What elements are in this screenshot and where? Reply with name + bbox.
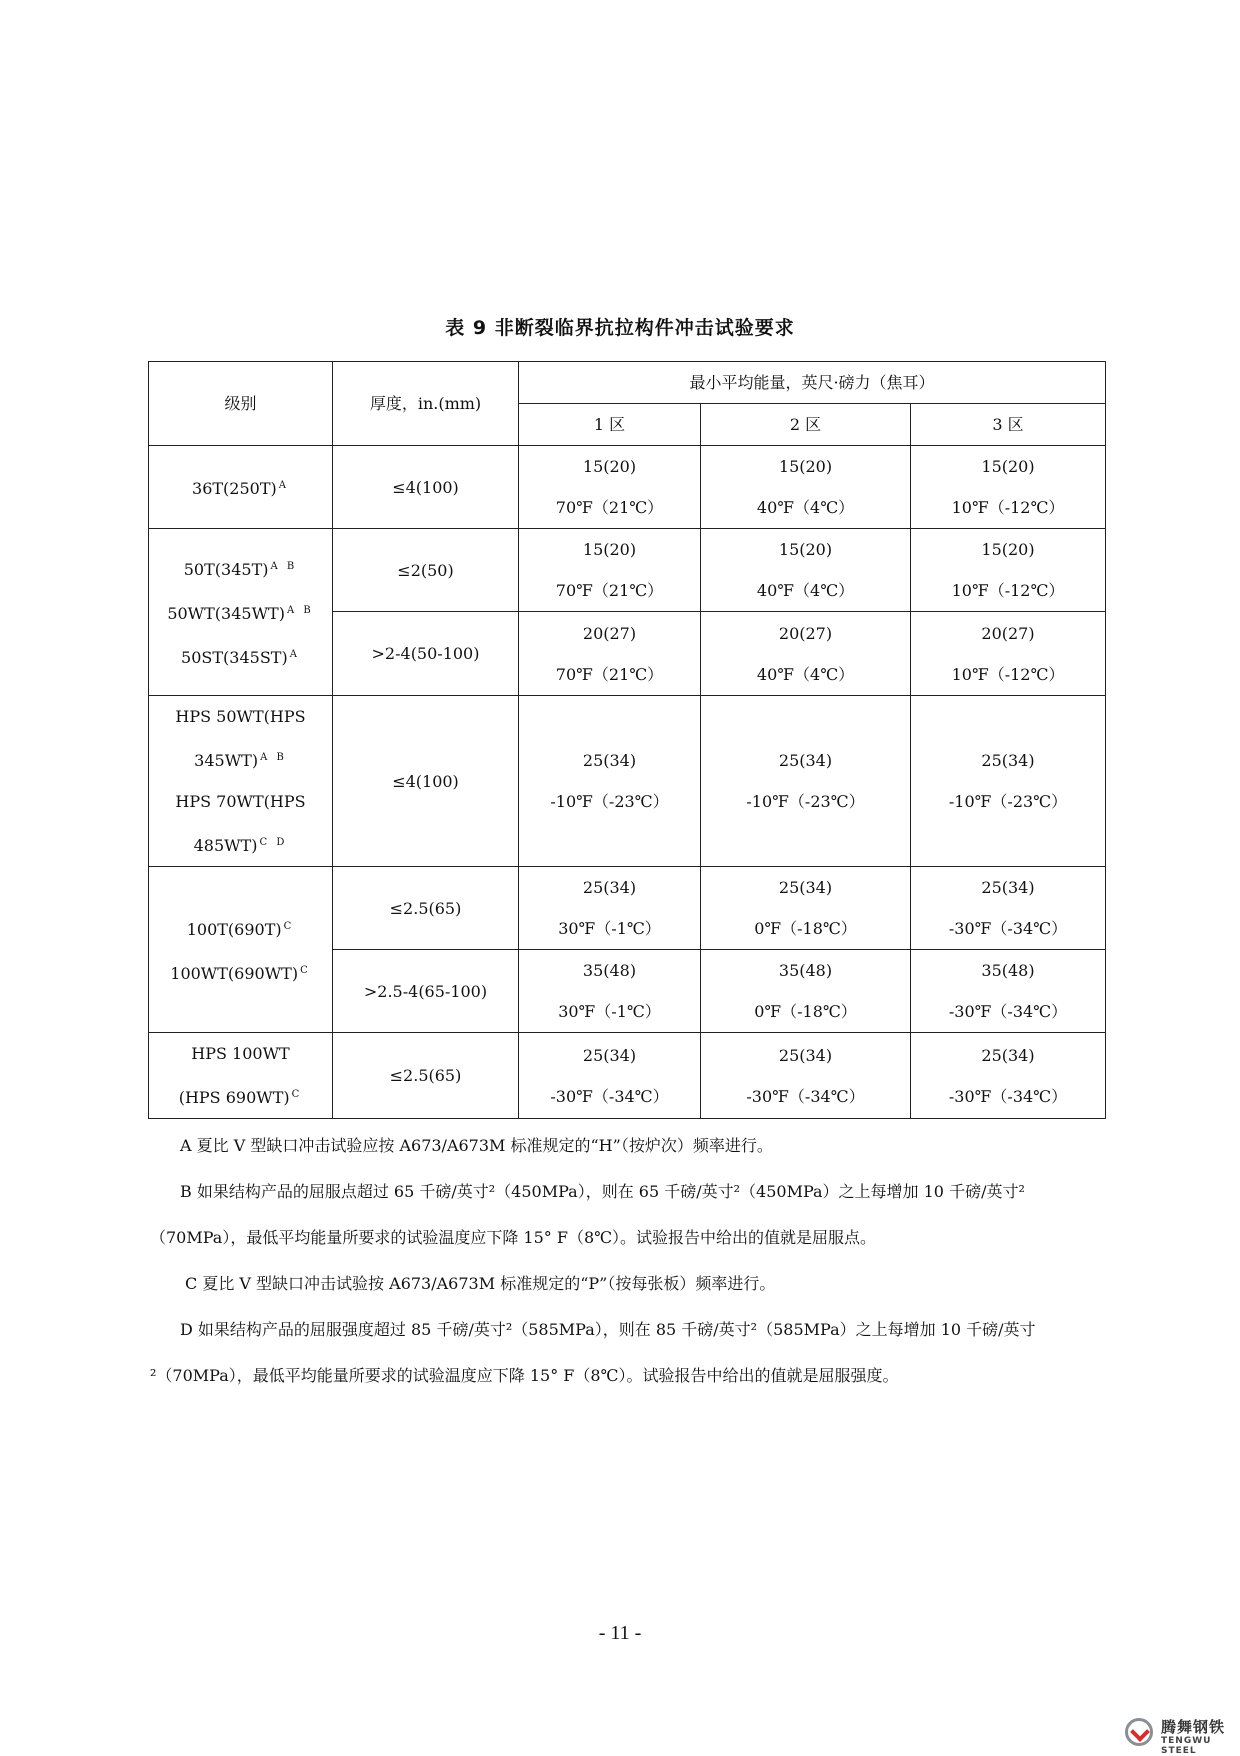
test-temperature: 40℉（4℃） xyxy=(756,664,855,684)
grade-label: 485WT) xyxy=(193,836,258,855)
energy-value: 35(48) xyxy=(582,961,637,980)
test-temperature: 70℉（21℃） xyxy=(555,498,664,517)
energy-value: 25(34) xyxy=(582,751,637,770)
energy-cell-z3 xyxy=(911,612,1106,696)
test-temperature: 40℉（4℃） xyxy=(756,498,855,517)
test-temperature: -10℉（-23℃） xyxy=(550,792,669,811)
grade-label: (HPS 690WT) xyxy=(178,1088,290,1107)
energy-cell-z2 xyxy=(701,696,911,867)
energy-value: 20(27) xyxy=(981,623,1035,643)
footnote-marker: A xyxy=(278,480,289,491)
energy-cell-z2 xyxy=(701,529,911,612)
energy-cell-z1 xyxy=(519,612,701,696)
energy-cell-z1 xyxy=(519,1033,701,1119)
header-zone3: 3 区 xyxy=(911,404,1106,446)
test-temperature: -10℉（-23℃） xyxy=(948,792,1068,811)
table-row xyxy=(149,696,1106,867)
grade-label: 50WT(345WT) xyxy=(167,604,285,623)
company-logo xyxy=(1125,1716,1235,1756)
table-title: 表 9 非断裂临界抗拉构件冲击试验要求 xyxy=(445,317,795,339)
test-temperature: 70℉（21℃） xyxy=(555,664,664,684)
header-grade: 级别 xyxy=(149,362,333,446)
test-temperature: -30℉（-34℃） xyxy=(746,1086,865,1106)
thickness-cell: ≤4(100) xyxy=(333,446,519,529)
energy-value: 15(20) xyxy=(778,457,833,476)
energy-cell-z3 xyxy=(911,529,1106,612)
energy-value: 25(34) xyxy=(981,751,1035,770)
grade-label: 36T(250T) xyxy=(192,479,277,498)
test-temperature: 30℉（-1℃） xyxy=(558,919,661,938)
energy-value: 15(20) xyxy=(582,540,637,559)
thickness-cell: ≤2.5(65) xyxy=(333,1033,519,1119)
energy-value: 20(27) xyxy=(582,623,637,643)
footnote-a: A 夏比 V 型缺口冲击试验应按 A673/A673M 标准规定的“H”（按炉次）频率进行。 xyxy=(180,1136,773,1155)
energy-cell-z3 xyxy=(911,696,1106,867)
energy-value: 15(20) xyxy=(582,457,637,476)
test-temperature: 70℉（21℃） xyxy=(555,581,664,600)
footnote-marker: A B xyxy=(270,561,298,572)
energy-value: 25(34) xyxy=(981,878,1035,897)
energy-cell-z3 xyxy=(911,446,1106,529)
logo-mark-icon xyxy=(1125,1718,1153,1746)
thickness-cell: >2.5-4(65-100) xyxy=(333,950,519,1033)
energy-cell-z2 xyxy=(701,446,911,529)
grade-label: 50ST(345ST) xyxy=(181,648,288,667)
footnote-marker: C xyxy=(291,1089,303,1100)
test-temperature: 10℉（-12℃） xyxy=(951,664,1065,684)
energy-cell-z1 xyxy=(519,867,701,950)
footnote-marker: C xyxy=(300,964,311,976)
grade-label: HPS 100WT xyxy=(191,1044,290,1063)
test-temperature: -30℉（-34℃） xyxy=(550,1086,669,1106)
energy-cell-z2 xyxy=(701,950,911,1033)
footnote-marker: A B xyxy=(260,752,287,763)
grade-label: HPS 70WT(HPS xyxy=(175,792,306,811)
table-row xyxy=(149,446,1106,529)
table-row xyxy=(149,529,1106,612)
footnote-b: B 如果结构产品的屈服点超过 65 千磅/英寸²（450MPa），则在 65 千磅/英寸²（450MPa）之上每增加 10 千磅/英寸² （70MPa），最低平均能量所要求的试验温度应下降 15° F（8℃）。试验报告中给出的值就是屈服点。 xyxy=(150,1182,1025,1247)
footnote-d: D 如果结构产品的屈服强度超过 85 千磅/英寸²（585MPa），则在 85 千磅/英寸²（585MPa）之上每增加 10 千磅/英寸 ²（70MPa），最低平均能量所要求的试验温度应下降 15° F（8℃）。试验报告中给出的值就是屈服强度。 xyxy=(150,1320,1036,1385)
energy-value: 25(34) xyxy=(582,878,637,897)
energy-value: 25(34) xyxy=(981,1045,1035,1065)
impact-requirements-table xyxy=(148,361,1106,1119)
grade-label: 345WT) xyxy=(194,751,259,770)
energy-value: 35(48) xyxy=(981,961,1035,980)
energy-value: 15(20) xyxy=(778,540,833,559)
header-thickness: 厚度，in.(mm) xyxy=(333,362,519,446)
grade-cell xyxy=(149,446,333,529)
test-temperature: -30℉（-34℃） xyxy=(948,1086,1068,1106)
energy-value: 35(48) xyxy=(778,961,833,980)
energy-value: 25(34) xyxy=(778,878,833,897)
energy-cell-z2 xyxy=(701,1033,911,1119)
energy-cell-z3 xyxy=(911,950,1106,1033)
table-row xyxy=(149,867,1106,950)
thickness-cell: ≤4(100) xyxy=(333,696,519,867)
test-temperature: -30℉（-34℃） xyxy=(948,1002,1068,1021)
logo-name-en: TENGWU STEEL xyxy=(1161,1736,1212,1756)
energy-value: 15(20) xyxy=(981,540,1035,559)
test-temperature: 40℉（4℃） xyxy=(756,581,855,600)
energy-cell-z2 xyxy=(701,612,911,696)
thickness-cell: ≤2(50) xyxy=(333,529,519,612)
header-zone2: 2 区 xyxy=(701,404,911,446)
grade-label: 50T(345T) xyxy=(183,560,269,579)
thickness-cell: >2-4(50-100) xyxy=(333,612,519,696)
footnote-marker: C xyxy=(283,920,295,932)
grade-cell xyxy=(149,696,333,867)
grade-cell xyxy=(149,867,333,1033)
footnote-marker: C D xyxy=(259,837,288,848)
test-temperature: 10℉（-12℃） xyxy=(951,498,1065,517)
thickness-cell: ≤2.5(65) xyxy=(333,867,519,950)
energy-cell-z1 xyxy=(519,529,701,612)
test-temperature: -30℉（-34℃） xyxy=(948,919,1068,938)
grade-label: HPS 50WT(HPS xyxy=(175,707,306,726)
test-temperature: -10℉（-23℃） xyxy=(746,792,865,811)
footnote-c: C 夏比 V 型缺口冲击试验按 A673/A673M 标准规定的“P”（按每张板）频率进行。 xyxy=(185,1274,776,1293)
energy-cell-z1 xyxy=(519,446,701,529)
test-temperature: 30℉（-1℃） xyxy=(558,1002,661,1021)
energy-value: 25(34) xyxy=(778,1045,833,1065)
energy-cell-z1 xyxy=(519,696,701,867)
grade-cell xyxy=(149,529,333,696)
logo-name-cn: 腾舞钢铁 xyxy=(1161,1718,1226,1736)
energy-cell-z1 xyxy=(519,950,701,1033)
energy-cell-z3 xyxy=(911,1033,1106,1119)
energy-value: 25(34) xyxy=(582,1045,637,1065)
test-temperature: 0℉（-18℃） xyxy=(754,919,857,938)
page-number: - 11 - xyxy=(598,1622,642,1644)
grade-cell xyxy=(149,1033,333,1119)
energy-cell-z2 xyxy=(701,867,911,950)
energy-cell-z3 xyxy=(911,867,1106,950)
energy-value: 25(34) xyxy=(778,751,833,770)
grade-label: 100T(690T) xyxy=(186,919,282,939)
energy-value: 20(27) xyxy=(778,623,833,643)
test-temperature: 10℉（-12℃） xyxy=(951,581,1065,600)
energy-value: 15(20) xyxy=(981,457,1035,476)
header-energy: 最小平均能量，英尺·磅力（焦耳） xyxy=(519,362,1106,404)
header-zone1: 1 区 xyxy=(519,404,701,446)
grade-label: 100WT(690WT) xyxy=(170,963,299,983)
footnote-marker: A B xyxy=(286,605,314,616)
test-temperature: 0℉（-18℃） xyxy=(754,1002,857,1021)
table-row xyxy=(149,1033,1106,1119)
footnote-marker: A xyxy=(289,649,300,660)
